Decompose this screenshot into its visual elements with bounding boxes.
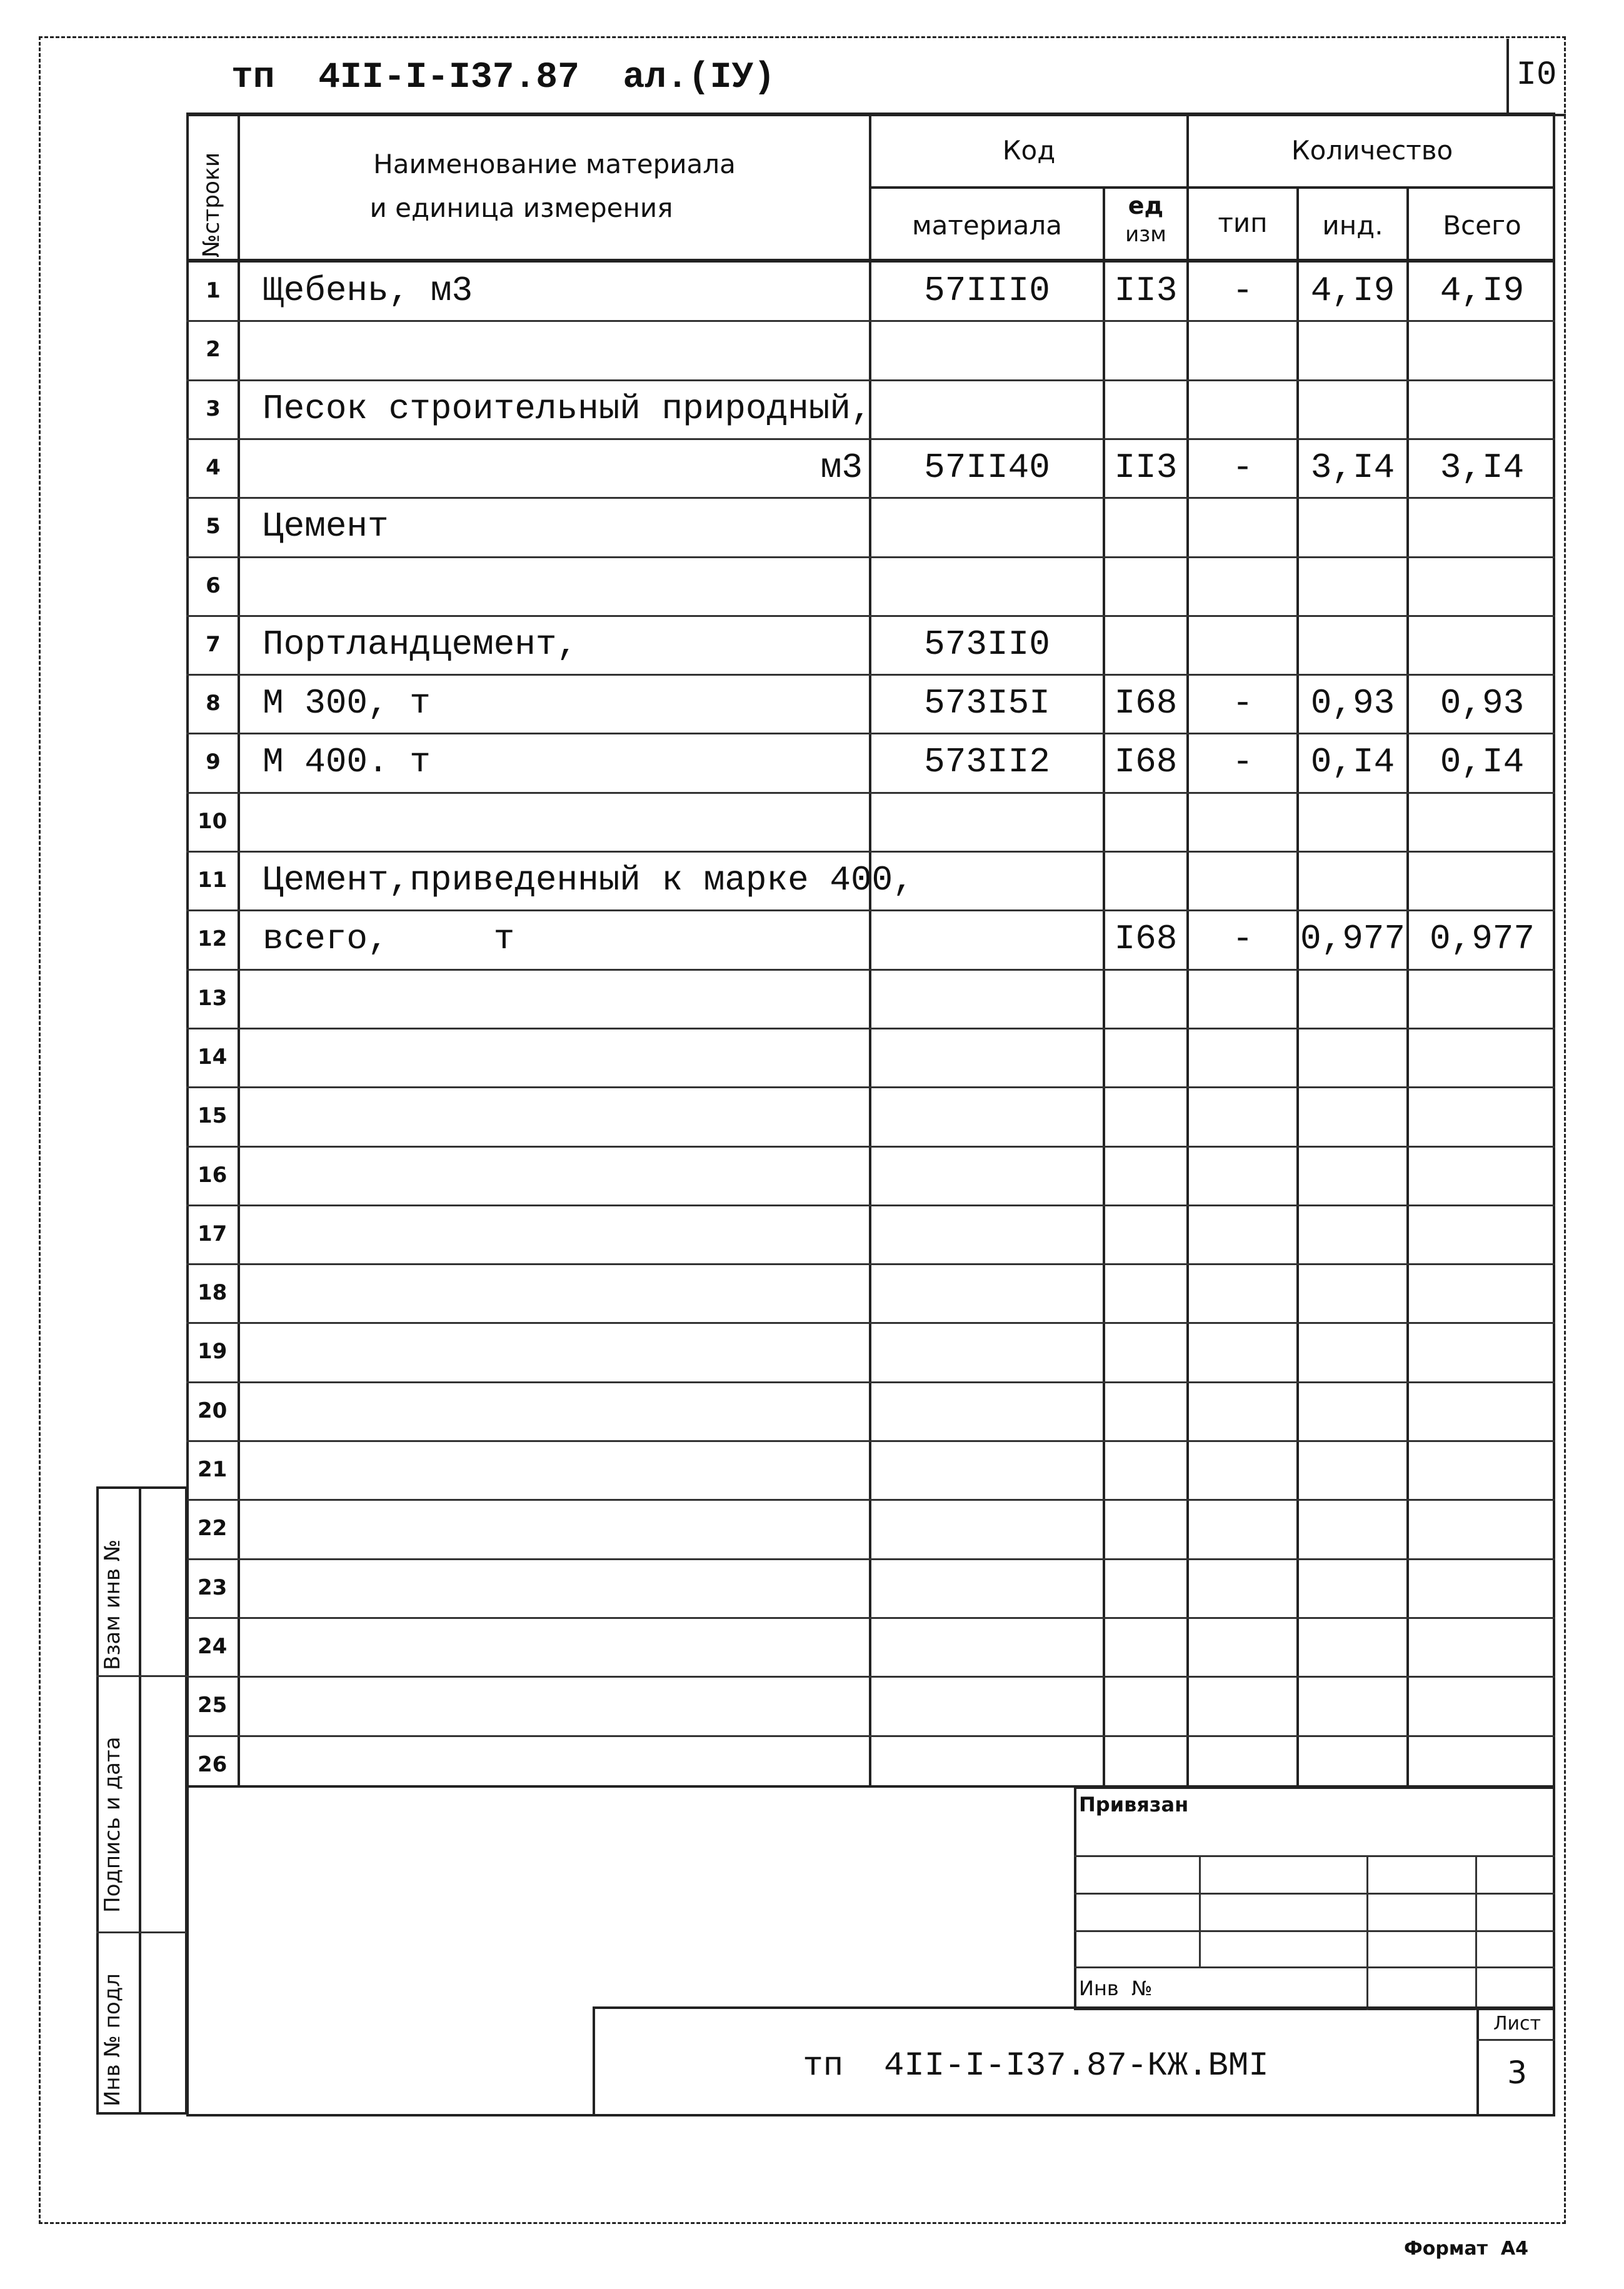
doc-code: тп 4II-I-I37.87-КЖ.ВМI bbox=[803, 2046, 1269, 2085]
type-value bbox=[1189, 1028, 1296, 1086]
material-code bbox=[871, 1205, 1103, 1263]
row-number: 26 bbox=[198, 1752, 228, 1777]
type-value bbox=[1189, 851, 1296, 909]
type-value bbox=[1189, 1617, 1296, 1676]
total-value bbox=[1409, 1735, 1555, 1794]
unit-code: I68 bbox=[1114, 919, 1178, 959]
type-value: - bbox=[1232, 271, 1253, 311]
row-number-header: №строки bbox=[199, 152, 224, 258]
unit-code bbox=[1105, 556, 1186, 615]
type-header: тип bbox=[1218, 207, 1268, 238]
material-name: Песок строительный природный, bbox=[263, 389, 872, 429]
unit-code bbox=[1105, 1086, 1186, 1145]
material-code bbox=[871, 1440, 1103, 1499]
ind-value bbox=[1299, 1086, 1406, 1145]
row-number: 3 bbox=[206, 396, 221, 421]
unit-code bbox=[1105, 1676, 1186, 1735]
row-number: 20 bbox=[198, 1398, 228, 1423]
total-value: 0,I4 bbox=[1440, 742, 1525, 782]
header-subdivider bbox=[869, 186, 1555, 189]
total-value bbox=[1409, 497, 1555, 556]
ind-value bbox=[1299, 1028, 1406, 1086]
material-name: всего, т bbox=[263, 919, 515, 959]
unit-code bbox=[1105, 1499, 1186, 1558]
material-name bbox=[263, 1263, 863, 1322]
type-value bbox=[1189, 1086, 1296, 1145]
material-code bbox=[871, 1263, 1103, 1322]
type-value bbox=[1189, 1440, 1296, 1499]
ind-value bbox=[1299, 320, 1406, 379]
material-name bbox=[263, 1381, 863, 1440]
document-title: тп 4II-I-I37.87 ал.(IУ) bbox=[231, 58, 776, 98]
row-number: 1 bbox=[206, 278, 221, 303]
material-code bbox=[871, 1558, 1103, 1617]
sheet-label-line bbox=[1476, 2039, 1555, 2041]
ind-value: 0,977 bbox=[1300, 919, 1406, 959]
row-number: 21 bbox=[198, 1457, 228, 1482]
total-value bbox=[1409, 1617, 1555, 1676]
type-value bbox=[1189, 792, 1296, 851]
material-code bbox=[871, 1735, 1103, 1794]
unit-code bbox=[1105, 1205, 1186, 1263]
ind-value bbox=[1299, 1322, 1406, 1381]
type-value bbox=[1189, 1381, 1296, 1440]
unit-code bbox=[1105, 379, 1186, 438]
material-name: Портландцемент, bbox=[263, 624, 578, 664]
unit-code bbox=[1105, 320, 1186, 379]
col-line-rownum bbox=[238, 113, 240, 1788]
type-value: - bbox=[1232, 919, 1253, 959]
quantity-group-header: Количество bbox=[1291, 134, 1453, 166]
type-value bbox=[1189, 320, 1296, 379]
bound-line-4 bbox=[1074, 1966, 1555, 1968]
unit-code bbox=[1105, 1028, 1186, 1086]
ind-value bbox=[1299, 1676, 1406, 1735]
row-number: 2 bbox=[206, 337, 221, 362]
type-value bbox=[1189, 1263, 1296, 1322]
total-value bbox=[1409, 1676, 1555, 1735]
type-value bbox=[1189, 1558, 1296, 1617]
side-stamp-line-2 bbox=[96, 1931, 188, 1933]
ind-value: 0,93 bbox=[1310, 683, 1395, 723]
material-code: 57III0 bbox=[924, 271, 1050, 311]
material-code bbox=[871, 1028, 1103, 1086]
ind-value: 3,I4 bbox=[1310, 448, 1395, 488]
total-value bbox=[1409, 379, 1555, 438]
bound-col-2 bbox=[1366, 1855, 1368, 2010]
row-number: 16 bbox=[198, 1163, 228, 1188]
material-code: 573II0 bbox=[924, 624, 1050, 664]
side-stamp-line-1 bbox=[96, 1675, 188, 1677]
material-name bbox=[263, 1086, 863, 1145]
total-value bbox=[1409, 1499, 1555, 1558]
ind-value bbox=[1299, 1440, 1406, 1499]
unit-code: II3 bbox=[1114, 448, 1178, 488]
title-block-left bbox=[186, 1786, 189, 2116]
material-name bbox=[263, 1499, 863, 1558]
material-name bbox=[263, 792, 863, 851]
bound-col-1 bbox=[1199, 1855, 1201, 1966]
total-value bbox=[1409, 1322, 1555, 1381]
type-value bbox=[1189, 1676, 1296, 1735]
row-number: 19 bbox=[198, 1339, 228, 1364]
row-number: 18 bbox=[198, 1280, 228, 1305]
ind-value bbox=[1299, 556, 1406, 615]
material-code bbox=[871, 792, 1103, 851]
row-number: 17 bbox=[198, 1221, 228, 1246]
ind-value bbox=[1299, 379, 1406, 438]
material-code bbox=[871, 1499, 1103, 1558]
type-value bbox=[1189, 1146, 1296, 1205]
material-name bbox=[263, 320, 863, 379]
row-number: 5 bbox=[206, 514, 221, 539]
side-stamp-divider bbox=[139, 1486, 141, 2115]
total-value bbox=[1409, 1263, 1555, 1322]
row-number: 8 bbox=[206, 691, 221, 716]
ind-value bbox=[1299, 1499, 1406, 1558]
ind-header: инд. bbox=[1322, 209, 1383, 241]
type-value bbox=[1189, 1735, 1296, 1794]
unit-code bbox=[1105, 792, 1186, 851]
unit-code: I68 bbox=[1114, 683, 1178, 723]
material-code bbox=[871, 1617, 1103, 1676]
unit-code: I68 bbox=[1114, 742, 1178, 782]
unit-code: II3 bbox=[1114, 271, 1178, 311]
inv-original-label: Инв № подл bbox=[100, 1973, 125, 2106]
total-value bbox=[1409, 1086, 1555, 1145]
ind-value: 4,I9 bbox=[1310, 271, 1395, 311]
ind-value bbox=[1299, 1558, 1406, 1617]
row-number: 22 bbox=[198, 1516, 228, 1541]
material-name bbox=[263, 1735, 863, 1794]
unit-header-line1: ед bbox=[1128, 192, 1164, 219]
total-value: 0,93 bbox=[1440, 683, 1525, 723]
material-name bbox=[263, 556, 863, 615]
unit-code bbox=[1105, 497, 1186, 556]
ind-value bbox=[1299, 1263, 1406, 1322]
row-number: 11 bbox=[198, 868, 228, 893]
unit-code bbox=[1105, 1146, 1186, 1205]
unit-code bbox=[1105, 1263, 1186, 1322]
type-value bbox=[1189, 969, 1296, 1028]
total-value: 3,I4 bbox=[1440, 448, 1525, 488]
bound-col-3 bbox=[1475, 1855, 1477, 2010]
row-number: 12 bbox=[198, 926, 228, 951]
unit-code bbox=[1105, 1322, 1186, 1381]
row-number: 15 bbox=[198, 1103, 228, 1128]
material-code bbox=[871, 379, 1103, 438]
row-number: 4 bbox=[206, 455, 221, 480]
material-name bbox=[263, 1617, 863, 1676]
total-value bbox=[1409, 792, 1555, 851]
ind-value bbox=[1299, 1617, 1406, 1676]
total-value bbox=[1409, 1558, 1555, 1617]
material-name: Цемент bbox=[263, 506, 389, 546]
total-value bbox=[1409, 320, 1555, 379]
material-name bbox=[263, 1028, 863, 1086]
material-code bbox=[871, 909, 1103, 968]
material-code: 573I5I bbox=[924, 683, 1050, 723]
material-name: Цемент,приведенный к марке 400, bbox=[263, 860, 914, 900]
row-number: 9 bbox=[206, 749, 221, 774]
type-value bbox=[1189, 379, 1296, 438]
type-value bbox=[1189, 1499, 1296, 1558]
page-number: I0 bbox=[1516, 56, 1557, 94]
material-name bbox=[263, 1322, 863, 1381]
ind-value bbox=[1299, 792, 1406, 851]
type-value: - bbox=[1232, 448, 1253, 488]
unit-code bbox=[1105, 1617, 1186, 1676]
material-name bbox=[263, 1558, 863, 1617]
material-name: м3 bbox=[820, 448, 863, 488]
inv-label: Инв № bbox=[1079, 1976, 1153, 2000]
row-number: 24 bbox=[198, 1634, 228, 1659]
material-code-header: материала bbox=[911, 209, 1062, 241]
bound-line-2 bbox=[1074, 1893, 1555, 1895]
material-code bbox=[871, 1676, 1103, 1735]
ind-value bbox=[1299, 615, 1406, 674]
material-code bbox=[871, 556, 1103, 615]
row-number: 10 bbox=[198, 809, 228, 834]
bound-line-3 bbox=[1074, 1930, 1555, 1932]
sheet-label: Лист bbox=[1493, 2012, 1541, 2035]
total-value bbox=[1409, 1205, 1555, 1263]
unit-code bbox=[1105, 851, 1186, 909]
type-value: - bbox=[1232, 683, 1253, 723]
material-code bbox=[871, 1146, 1103, 1205]
sheet-number: 3 bbox=[1507, 2055, 1527, 2091]
material-code bbox=[871, 1381, 1103, 1440]
row-number: 14 bbox=[198, 1044, 228, 1069]
row-number: 13 bbox=[198, 986, 228, 1011]
material-name: М 300, т bbox=[263, 683, 431, 723]
type-value bbox=[1189, 556, 1296, 615]
ind-value bbox=[1299, 969, 1406, 1028]
ind-value: 0,I4 bbox=[1310, 742, 1395, 782]
row-number: 23 bbox=[198, 1575, 228, 1600]
total-value bbox=[1409, 556, 1555, 615]
total-value: 0,977 bbox=[1429, 919, 1535, 959]
type-value bbox=[1189, 615, 1296, 674]
total-value bbox=[1409, 969, 1555, 1028]
type-value bbox=[1189, 1205, 1296, 1263]
ind-value bbox=[1299, 497, 1406, 556]
total-value bbox=[1409, 1381, 1555, 1440]
ind-value bbox=[1299, 1146, 1406, 1205]
name-header-line2: и единица измерения bbox=[369, 192, 673, 223]
material-name bbox=[263, 1146, 863, 1205]
row-number: 25 bbox=[198, 1693, 228, 1718]
bound-label: Привязан bbox=[1079, 1793, 1189, 1816]
format-label: Формат А4 bbox=[1404, 2238, 1528, 2260]
unit-code bbox=[1105, 1381, 1186, 1440]
ind-value bbox=[1299, 1735, 1406, 1794]
type-value bbox=[1189, 497, 1296, 556]
type-value: - bbox=[1232, 742, 1253, 782]
material-name bbox=[263, 1676, 863, 1735]
material-name: М 400. т bbox=[263, 742, 431, 782]
total-value bbox=[1409, 615, 1555, 674]
bound-line-1 bbox=[1074, 1855, 1555, 1857]
material-code bbox=[871, 851, 1103, 909]
ind-value bbox=[1299, 1381, 1406, 1440]
unit-code bbox=[1105, 615, 1186, 674]
ind-value bbox=[1299, 851, 1406, 909]
material-code bbox=[871, 1086, 1103, 1145]
code-group-header: Код bbox=[1002, 134, 1056, 166]
row-number: 6 bbox=[206, 573, 221, 598]
row-number: 7 bbox=[206, 632, 221, 657]
total-value bbox=[1409, 1440, 1555, 1499]
total-value bbox=[1409, 1028, 1555, 1086]
material-name bbox=[263, 969, 863, 1028]
unit-code bbox=[1105, 1440, 1186, 1499]
inv-replaced-label: Взам инв № bbox=[100, 1539, 125, 1670]
material-code bbox=[871, 969, 1103, 1028]
unit-code bbox=[1105, 1735, 1186, 1794]
type-value bbox=[1189, 1322, 1296, 1381]
ind-value bbox=[1299, 1205, 1406, 1263]
total-value bbox=[1409, 1146, 1555, 1205]
signature-date-label: Подпись и дата bbox=[100, 1736, 125, 1913]
name-header-line1: Наименование материала bbox=[373, 148, 736, 179]
total-header: Всего bbox=[1443, 209, 1521, 241]
material-code: 57II40 bbox=[924, 448, 1050, 488]
material-name: Щебень, м3 bbox=[263, 271, 473, 311]
material-code bbox=[871, 1322, 1103, 1381]
unit-code bbox=[1105, 1558, 1186, 1617]
material-code bbox=[871, 497, 1103, 556]
material-code bbox=[871, 320, 1103, 379]
material-code: 573II2 bbox=[924, 742, 1050, 782]
total-value bbox=[1409, 851, 1555, 909]
unit-header-line2: изм bbox=[1125, 222, 1166, 247]
unit-code bbox=[1105, 969, 1186, 1028]
material-name bbox=[263, 1205, 863, 1263]
total-value: 4,I9 bbox=[1440, 271, 1525, 311]
material-name bbox=[263, 1440, 863, 1499]
